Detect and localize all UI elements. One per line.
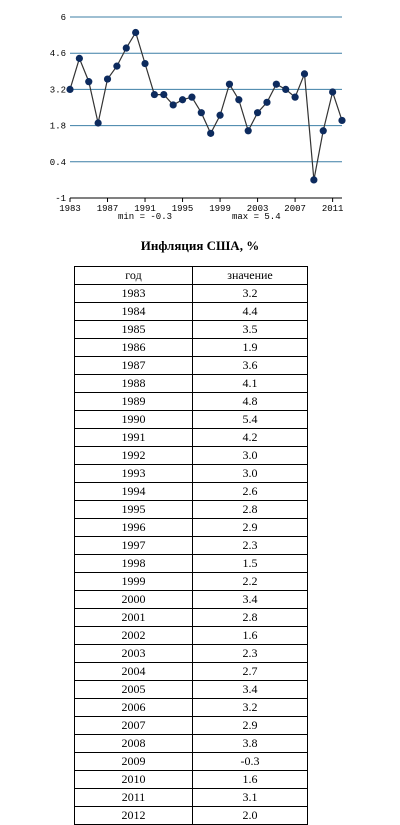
cell-year: 2008 bbox=[75, 735, 193, 753]
y-tick-label: 3.2 bbox=[49, 85, 66, 96]
y-tick-label: 1.8 bbox=[49, 121, 66, 132]
cell-year: 2011 bbox=[75, 789, 193, 807]
cell-value: 2.3 bbox=[193, 645, 308, 663]
table-row bbox=[75, 321, 308, 339]
cell-year: 1999 bbox=[75, 573, 193, 591]
cell-year: 1993 bbox=[75, 465, 193, 483]
data-point bbox=[104, 75, 111, 82]
table-row bbox=[75, 627, 308, 645]
table-row bbox=[75, 591, 308, 609]
table-row bbox=[75, 375, 308, 393]
data-point bbox=[198, 109, 205, 116]
cell-value: 2.2 bbox=[193, 573, 308, 591]
x-tick-label: 2011 bbox=[321, 204, 344, 214]
cell-value: 2.6 bbox=[193, 483, 308, 501]
cell-year: 1995 bbox=[75, 501, 193, 519]
data-point bbox=[320, 127, 327, 134]
grid-lines bbox=[70, 17, 342, 162]
data-point bbox=[263, 99, 270, 106]
data-point bbox=[132, 29, 139, 36]
table-row bbox=[75, 789, 308, 807]
data-point bbox=[113, 63, 120, 70]
data-point bbox=[245, 127, 252, 134]
cell-value: 5.4 bbox=[193, 411, 308, 429]
cell-value: 1.6 bbox=[193, 627, 308, 645]
x-tick-label: 1991 bbox=[134, 204, 156, 214]
data-point bbox=[188, 94, 195, 101]
cell-year: 1990 bbox=[75, 411, 193, 429]
table-row bbox=[75, 699, 308, 717]
x-tick-label: 2003 bbox=[246, 204, 269, 214]
table-row bbox=[75, 735, 308, 753]
cell-value: 2.3 bbox=[193, 537, 308, 555]
cell-value: 4.4 bbox=[193, 303, 308, 321]
data-point bbox=[123, 44, 130, 51]
table-row bbox=[75, 555, 308, 573]
data-point bbox=[338, 117, 345, 124]
x-axis-ticks bbox=[59, 198, 343, 214]
table-row bbox=[75, 483, 308, 501]
cell-value: 2.0 bbox=[193, 807, 308, 825]
table-row bbox=[75, 303, 308, 321]
cell-value: 2.9 bbox=[193, 717, 308, 735]
table-row bbox=[75, 285, 308, 303]
data-point bbox=[66, 86, 73, 93]
data-table bbox=[74, 266, 308, 825]
column-header-value: значение bbox=[193, 267, 308, 285]
cell-year: 2000 bbox=[75, 591, 193, 609]
cell-year: 1984 bbox=[75, 303, 193, 321]
inflation-line-chart bbox=[0, 0, 400, 230]
data-point bbox=[141, 60, 148, 67]
data-point bbox=[235, 96, 242, 103]
table-row bbox=[75, 465, 308, 483]
data-point bbox=[76, 55, 83, 62]
x-tick-label: 1995 bbox=[171, 204, 194, 214]
cell-year: 2010 bbox=[75, 771, 193, 789]
data-point bbox=[329, 88, 336, 95]
cell-year: 1985 bbox=[75, 321, 193, 339]
data-point bbox=[170, 101, 177, 108]
y-tick-label: 0.4 bbox=[49, 157, 66, 168]
y-tick-label: 4.6 bbox=[49, 49, 66, 60]
cell-year: 2005 bbox=[75, 681, 193, 699]
data-point bbox=[216, 112, 223, 119]
cell-year: 1989 bbox=[75, 393, 193, 411]
cell-value: 4.1 bbox=[193, 375, 308, 393]
min-label: min = -0.3 bbox=[118, 212, 173, 222]
table-row bbox=[75, 681, 308, 699]
cell-value: 3.0 bbox=[193, 447, 308, 465]
cell-value: 3.4 bbox=[193, 591, 308, 609]
cell-year: 2007 bbox=[75, 717, 193, 735]
data-points bbox=[66, 29, 345, 184]
y-tick-label: -1 bbox=[55, 194, 66, 204]
cell-year: 2012 bbox=[75, 807, 193, 825]
table-row bbox=[75, 717, 308, 735]
cell-year: 1997 bbox=[75, 537, 193, 555]
data-point bbox=[310, 176, 317, 183]
cell-year: 1996 bbox=[75, 519, 193, 537]
cell-year: 2006 bbox=[75, 699, 193, 717]
y-tick-label: 6 bbox=[60, 13, 66, 23]
data-point bbox=[179, 96, 186, 103]
cell-value: 3.4 bbox=[193, 681, 308, 699]
x-tick-label: 1983 bbox=[59, 204, 81, 214]
cell-value: 1.5 bbox=[193, 555, 308, 573]
cell-value: 2.8 bbox=[193, 501, 308, 519]
table-row bbox=[75, 429, 308, 447]
table-row bbox=[75, 501, 308, 519]
table-row bbox=[75, 663, 308, 681]
table-row bbox=[75, 573, 308, 591]
data-point bbox=[85, 78, 92, 85]
data-point bbox=[301, 70, 308, 77]
table-row bbox=[75, 393, 308, 411]
data-point bbox=[273, 81, 280, 88]
cell-year: 1988 bbox=[75, 375, 193, 393]
data-point bbox=[226, 81, 233, 88]
table-row bbox=[75, 357, 308, 375]
table-row bbox=[75, 537, 308, 555]
cell-year: 2009 bbox=[75, 753, 193, 771]
table-row bbox=[75, 447, 308, 465]
x-tick-label: 1987 bbox=[96, 204, 119, 214]
cell-value: 3.5 bbox=[193, 321, 308, 339]
table-row bbox=[75, 753, 308, 771]
cell-value: 2.8 bbox=[193, 609, 308, 627]
cell-year: 1994 bbox=[75, 483, 193, 501]
series-line bbox=[70, 33, 342, 180]
table-row bbox=[75, 519, 308, 537]
cell-value: 2.7 bbox=[193, 663, 308, 681]
cell-year: 1998 bbox=[75, 555, 193, 573]
cell-value: 3.8 bbox=[193, 735, 308, 753]
cell-value: -0.3 bbox=[193, 753, 308, 771]
cell-year: 1992 bbox=[75, 447, 193, 465]
table-row bbox=[75, 807, 308, 825]
cell-value: 3.2 bbox=[193, 699, 308, 717]
table-row bbox=[75, 645, 308, 663]
cell-value: 3.6 bbox=[193, 357, 308, 375]
cell-year: 2004 bbox=[75, 663, 193, 681]
cell-value: 3.2 bbox=[193, 285, 308, 303]
cell-year: 2003 bbox=[75, 645, 193, 663]
cell-year: 2002 bbox=[75, 627, 193, 645]
cell-value: 4.2 bbox=[193, 429, 308, 447]
table-row bbox=[75, 411, 308, 429]
x-tick-label: 1999 bbox=[209, 204, 231, 214]
column-header-year: год bbox=[75, 267, 193, 285]
cell-value: 4.8 bbox=[193, 393, 308, 411]
table-body bbox=[75, 285, 308, 825]
data-point bbox=[160, 91, 167, 98]
y-axis-ticks bbox=[50, 13, 66, 204]
x-tick-label: 2007 bbox=[284, 204, 306, 214]
data-point bbox=[282, 86, 289, 93]
data-point bbox=[151, 91, 158, 98]
cell-value: 1.9 bbox=[193, 339, 308, 357]
cell-year: 1983 bbox=[75, 285, 193, 303]
cell-value: 2.9 bbox=[193, 519, 308, 537]
data-point bbox=[292, 94, 299, 101]
cell-year: 2001 bbox=[75, 609, 193, 627]
data-point bbox=[207, 130, 214, 137]
cell-value: 1.6 bbox=[193, 771, 308, 789]
table-header-row bbox=[75, 267, 308, 285]
data-point bbox=[95, 119, 102, 126]
cell-value: 3.1 bbox=[193, 789, 308, 807]
max-label: max = 5.4 bbox=[232, 212, 281, 222]
cell-year: 1991 bbox=[75, 429, 193, 447]
chart-title: Инфляция США, % bbox=[140, 238, 260, 253]
table-row bbox=[75, 609, 308, 627]
table-row bbox=[75, 339, 308, 357]
cell-year: 1986 bbox=[75, 339, 193, 357]
cell-year: 1987 bbox=[75, 357, 193, 375]
data-point bbox=[254, 109, 261, 116]
cell-value: 3.0 bbox=[193, 465, 308, 483]
table-row bbox=[75, 771, 308, 789]
